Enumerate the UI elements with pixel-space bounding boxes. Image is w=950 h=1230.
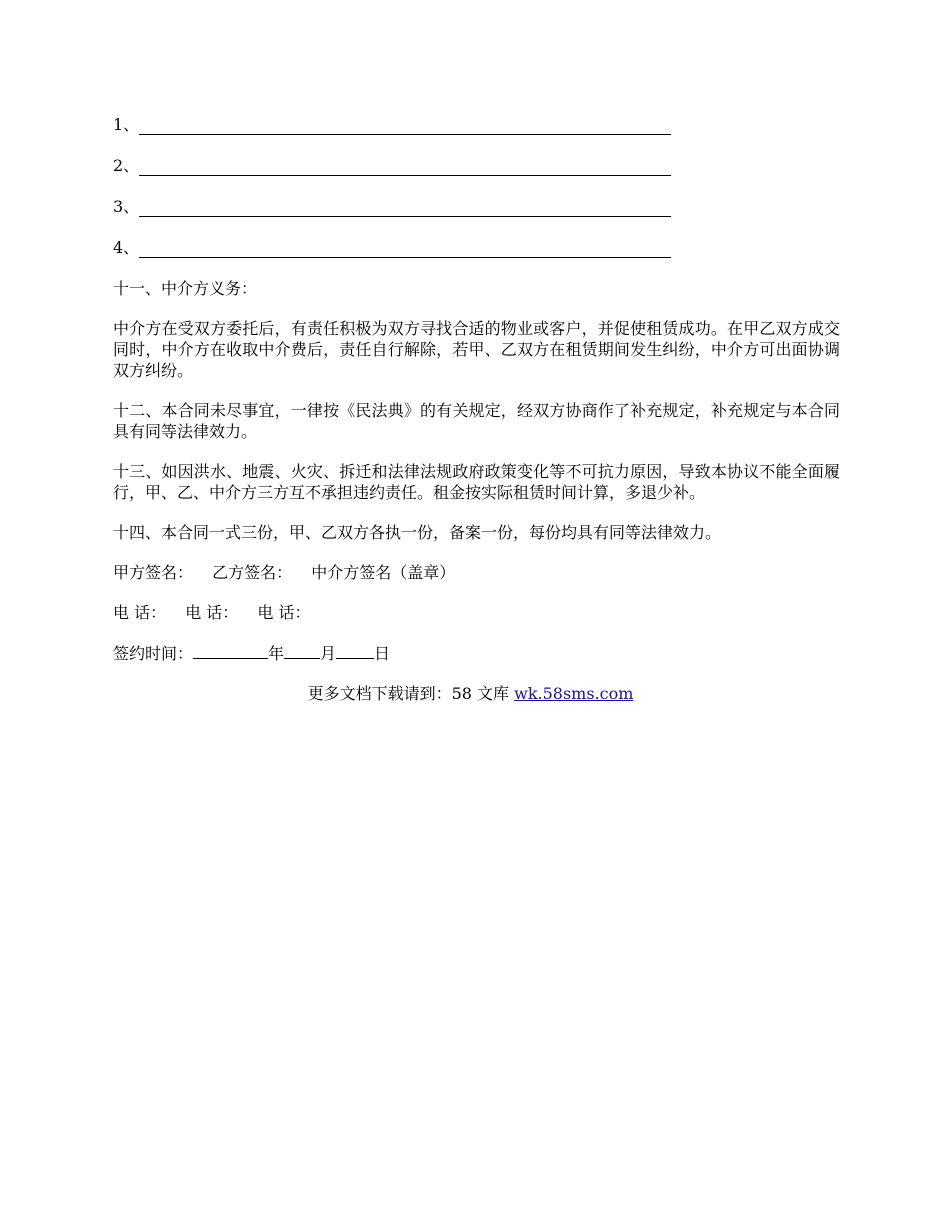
party-b-signature-label: 乙方签名：	[212, 563, 293, 582]
fill-in-blank[interactable]	[139, 200, 671, 217]
section-11-heading: 十一、中介方义务：	[113, 279, 258, 298]
fill-in-blank[interactable]	[139, 118, 671, 135]
contract-page	[113, 114, 840, 704]
party-a-phone-label: 电 话：	[113, 603, 167, 622]
section-12-paragraph: 十二、本合同未尽事宜，一律按《民法典》的有关规定，经双方协商作了补充规定，补充规定与本合同具有同等法律效力。	[113, 401, 840, 441]
day-blank[interactable]	[336, 642, 374, 659]
party-b-phone-label: 电 话：	[185, 603, 239, 622]
numbered-blank-line	[113, 155, 840, 176]
phone-row	[113, 602, 840, 623]
signature-row	[113, 562, 840, 583]
agent-phone-label: 电 话：	[257, 603, 311, 622]
blank-number: 3、	[113, 197, 140, 216]
fill-in-blank[interactable]	[139, 241, 671, 258]
month-blank[interactable]	[284, 642, 320, 659]
year-blank[interactable]	[193, 642, 268, 659]
blank-number: 4、	[113, 238, 140, 257]
footer-link[interactable]: wk.58sms.com	[514, 684, 634, 703]
party-a-signature-label: 甲方签名：	[113, 563, 194, 582]
sign-date-row	[113, 642, 840, 664]
footer-text: 更多文档下载请到：58 文库	[307, 684, 515, 703]
sign-date-label: 签约时间：	[113, 644, 194, 663]
blank-number: 1、	[113, 115, 140, 134]
month-label: 月	[320, 644, 337, 663]
section-14-paragraph: 十四、本合同一式三份，甲、乙双方各执一份，备案一份，每份均具有同等法律效力。	[113, 523, 722, 542]
blank-number: 2、	[113, 156, 140, 175]
fill-in-blank[interactable]	[139, 159, 671, 176]
section-13-paragraph: 十三、如因洪水、地震、火灾、拆迁和法律法规政府政策变化等不可抗力原因，导致本协议不能全面履行，甲、乙、中介方三方互不承担违约责任。租金按实际租赁时间计算，多退少补。	[113, 462, 840, 502]
numbered-blank-line	[113, 196, 840, 217]
agent-signature-label: 中介方签名（盖章）	[311, 563, 456, 582]
download-footer	[113, 683, 840, 704]
year-label: 年	[268, 644, 285, 663]
section-11-body: 中介方在受双方委托后，有责任积极为双方寻找合适的物业或客户，并促使租赁成功。在甲乙双方成交同时，中介方在收取中介费后，责任自行解除，若甲、乙双方在租赁期间发生纠纷，中介方可出面协调双方纠纷。	[113, 319, 840, 380]
numbered-blank-line	[113, 114, 840, 135]
numbered-blank-line	[113, 237, 840, 258]
day-label: 日	[374, 644, 391, 663]
